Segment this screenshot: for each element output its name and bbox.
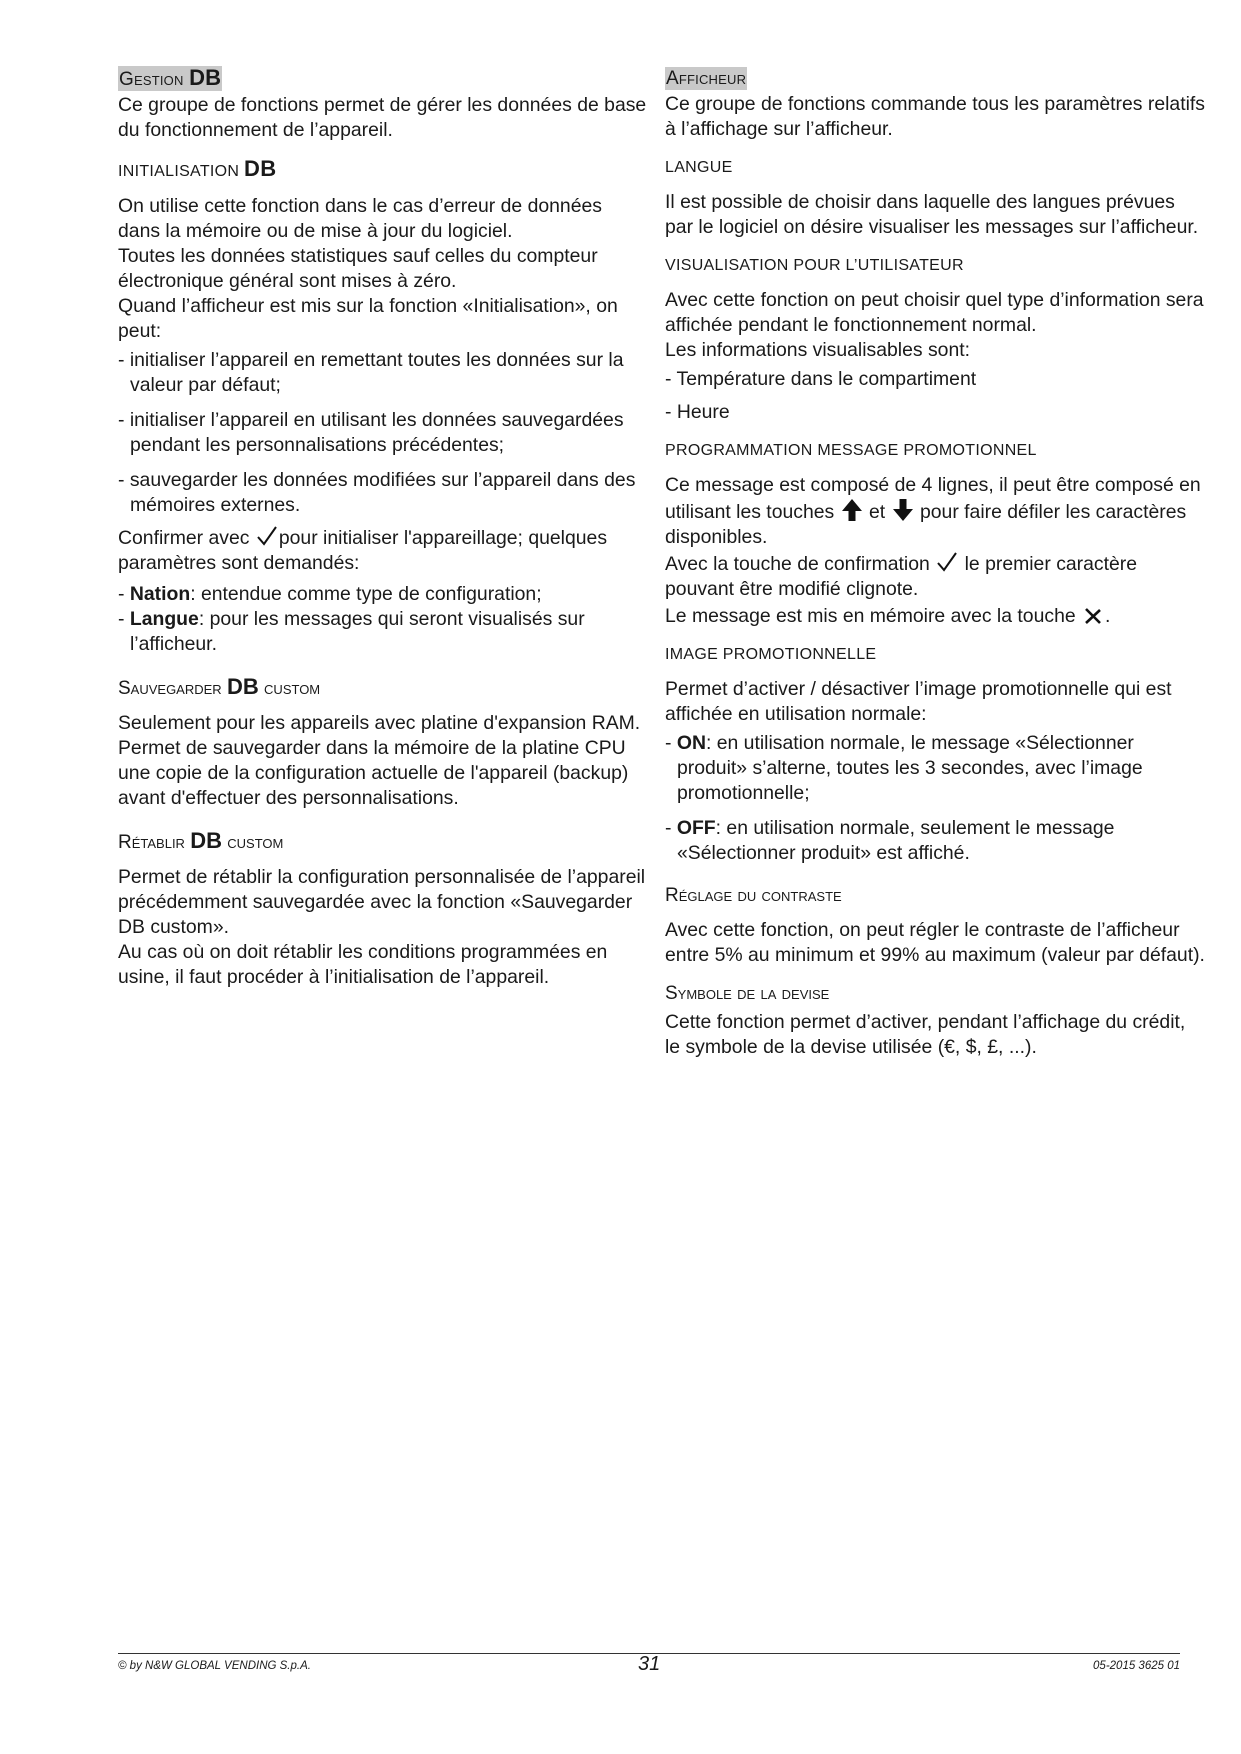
subtitle-image-promo: IMAGE PROMOTIONNELLE	[665, 646, 877, 663]
sauv-paragraph-2: Permet de sauvegarder dans la mémoire de la platine CPU une copie de la configuration actuelle de l'appareil (backup) avant d'effectuer des personnalisations.	[118, 737, 629, 809]
subtitle-initialisation: INITIALISATION DB	[118, 156, 277, 181]
section-title-afficheur: Afficheur	[666, 68, 747, 89]
init-paragraph-3: Quand l’afficheur est mis sur la fonction «Initialisation», on peut:	[118, 295, 618, 342]
img-paragraph: Permet d’activer / désactiver l’image promotionnelle qui est affichée en utilisation normale:	[665, 678, 1172, 725]
retab-paragraph-2: Au cas où on doit rétablir les conditions programmées en usine, il faut procéder à l’initialisation de l’appareil.	[118, 941, 608, 988]
retab-paragraph-1: Permet de rétablir la configuration personnalisée de l’appareil précédemment sauvegardée avec la fonction «Sauvegarder DB custom».	[118, 866, 646, 938]
on-item: - ON: en utilisation normale, le message «Sélectionner produit» s’alterne, toutes les 3 secondes, avec l’image promotionnelle;	[665, 732, 1143, 804]
page-footer	[118, 1653, 1180, 1675]
prog-paragraph-1: Ce message est composé de 4 lignes, il peut être composé en utilisant les touches et pour faire défiler les caractères disponibles.	[665, 474, 1201, 548]
visu-paragraph-2: Les informations visualisables sont:	[665, 339, 971, 361]
prog-paragraph-3: Le message est mis en mémoire avec la touche .	[665, 602, 1205, 629]
init-list-item: - sauvegarder les données modifiées sur l’appareil dans des mémoires externes.	[118, 469, 636, 516]
langue-paragraph: Il est possible de choisir dans laquelle des langues prévues par le logiciel on désire visualiser les messages sur l’afficheur.	[665, 191, 1199, 238]
arrow-down-icon	[891, 498, 915, 522]
init-paragraph-2: Toutes les données statistiques sauf celles du compteur électronique général sont mises à zéro.	[118, 245, 598, 292]
nation-item: - Nation: entendue comme type de configuration;	[118, 583, 542, 605]
subtitle-sauvegarder: Sauvegarder DB custom	[118, 674, 321, 699]
contraste-paragraph: Avec cette fonction, on peut régler le contraste de l’afficheur entre 5% au minimum et 99% au maximum (valeur par défaut).	[665, 919, 1205, 966]
visu-list-item: - Température dans le compartiment	[665, 368, 977, 390]
langue-item: - Langue: pour les messages qui seront visualisés sur l’afficheur.	[118, 608, 585, 655]
subtitle-contraste: Réglage du contraste	[665, 885, 842, 906]
page-number: 31	[638, 1653, 661, 1675]
init-list-item: - initialiser l’appareil en utilisant les données sauvegardées pendant les personnalisations précédentes;	[118, 409, 624, 456]
subtitle-devise: Symbole de la devise	[665, 983, 830, 1004]
footer-doc-code: 05-2015 3625 01	[1093, 1660, 1180, 1672]
left-column	[118, 66, 648, 990]
subtitle-visualisation: VISUALISATION POUR L’UTILISATEUR	[665, 257, 964, 274]
section-title-gestion-db: Gestion DB	[119, 65, 222, 90]
visu-paragraph-1: Avec cette fonction on peut choisir quel type d’information sera affichée pendant le fonctionnement normal.	[665, 289, 1204, 336]
devise-paragraph: Cette fonction permet d’activer, pendant l’affichage du crédit, le symbole de la devise utilisée (€, $, £, ...).	[665, 1011, 1186, 1058]
afficheur-intro: Ce groupe de fonctions commande tous les paramètres relatifs à l’affichage sur l’afficheur.	[665, 93, 1205, 140]
cancel-x-icon	[1081, 602, 1105, 626]
right-column	[665, 66, 1205, 1060]
confirm-paragraph: Confirmer avec pour initialiser l'appareillage; quelques paramètres sont demandés:	[118, 524, 648, 576]
footer-copyright: © by N&W GLOBAL VENDING S.p.A.	[118, 1660, 311, 1672]
arrow-up-icon	[840, 498, 864, 522]
visu-list-item: - Heure	[665, 401, 730, 423]
init-paragraph-1: On utilise cette fonction dans le cas d’erreur de données dans la mémoire ou de mise à jour du logiciel.	[118, 195, 602, 242]
subtitle-langue: LANGUE	[665, 159, 733, 176]
prog-paragraph-2: Avec la touche de confirmation le premier caractère pouvant être modifié clignote.	[665, 550, 1205, 602]
check-icon	[255, 524, 279, 548]
gestion-intro: Ce groupe de fonctions permet de gérer les données de base du fonctionnement de l’appareil.	[118, 94, 647, 141]
subtitle-programmation: PROGRAMMATION MESSAGE PROMOTIONNEL	[665, 442, 1037, 459]
init-list-item: - initialiser l’appareil en remettant toutes les données sur la valeur par défaut;	[118, 349, 624, 396]
check-icon	[935, 550, 959, 574]
sauv-paragraph-1: Seulement pour les appareils avec platine d'expansion RAM.	[118, 712, 641, 734]
off-item: - OFF: en utilisation normale, seulement le message «Sélectionner produit» est affiché.	[665, 817, 1115, 864]
subtitle-retablir: Rétablir DB custom	[118, 828, 284, 853]
